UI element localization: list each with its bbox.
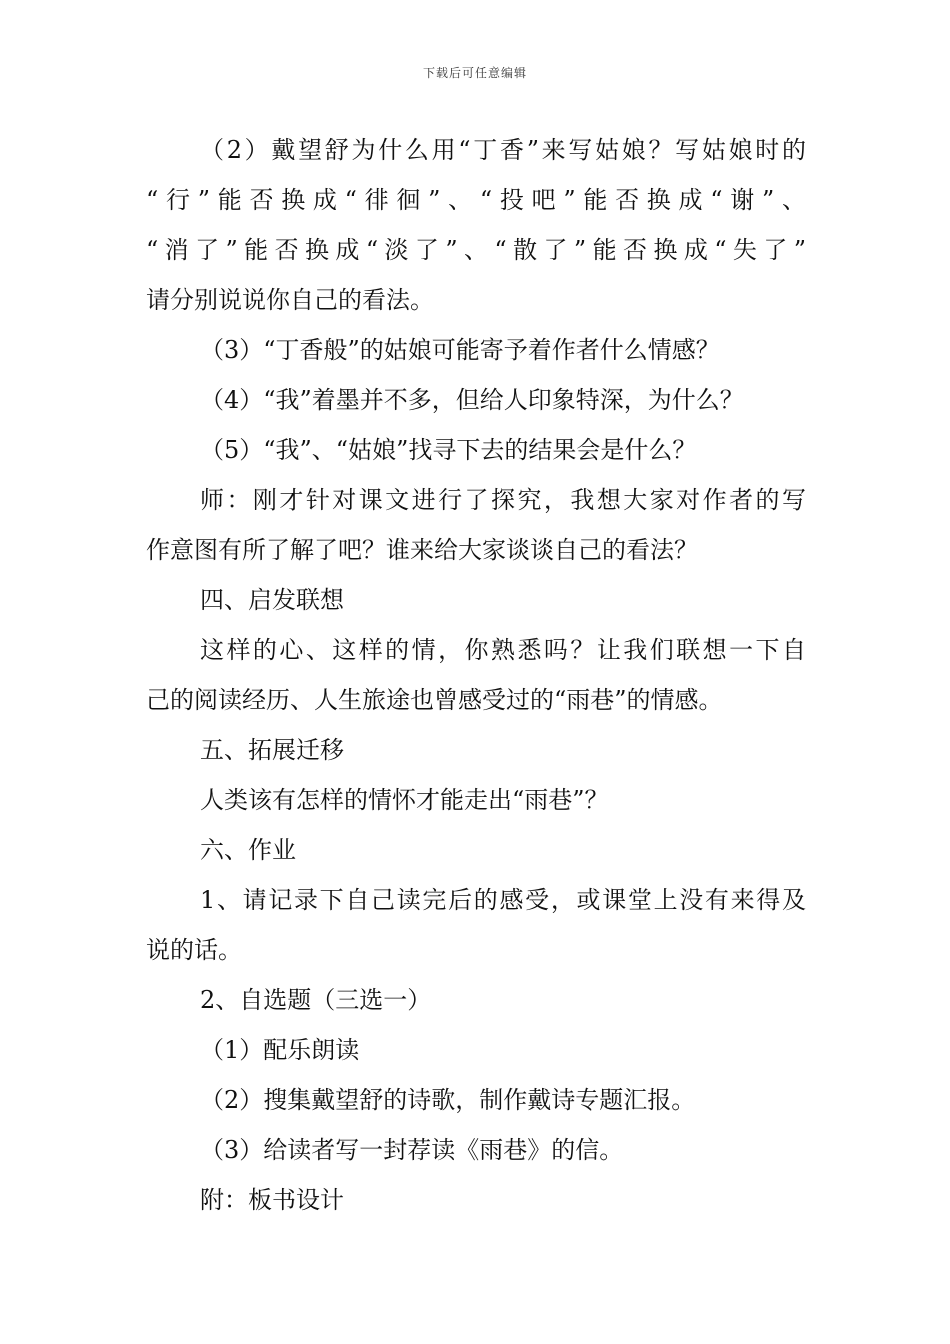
paragraph-line: 1、请记录下自己读完后的感受，或课堂上没有来得及 [200,886,806,914]
paragraph-line: 请分别说说你自己的看法。 [146,286,434,314]
paragraph-line: “消了”能否换成“淡了”、“散了”能否换成“失了” [146,236,806,264]
section-heading: 六、作业 [200,836,296,864]
paragraph-line: 师：刚才针对课文进行了探究，我想大家对作者的写 [200,486,806,514]
paragraph-line: （2）搜集戴望舒的诗歌，制作戴诗专题汇报。 [200,1086,696,1114]
paragraph-line: （4）“我”着墨并不多，但给人印象特深，为什么？ [200,386,744,414]
paragraph-line: 这样的心、这样的情，你熟悉吗？让我们联想一下自 [200,636,806,664]
paragraph-line: （3）“丁香般”的姑娘可能寄予着作者什么情感？ [200,336,720,364]
section-heading: 五、拓展迁移 [200,736,344,764]
paragraph-line: “行”能否换成“徘徊”、“投吧”能否换成“谢”、 [146,186,806,214]
section-heading: 四、启发联想 [200,586,344,614]
paragraph-line: 附：板书设计 [200,1186,344,1214]
paragraph-line: 己的阅读经历、人生旅途也曾感受过的“雨巷”的情感。 [146,686,723,714]
paragraph-line: （5）“我”、“姑娘”找寻下去的结果会是什么？ [200,436,697,464]
page-header-note: 下载后可任意编辑 [422,66,527,80]
paragraph-line: 2、自选题（三选一） [200,986,432,1014]
paragraph-line: 说的话。 [146,936,242,964]
paragraph-line: （3）给读者写一封荐读《雨巷》的信。 [200,1136,624,1164]
paragraph-line: 人类该有怎样的情怀才能走出“雨巷”？ [200,786,609,814]
paragraph-line: 作意图有所了解了吧？谁来给大家谈谈自己的看法？ [146,536,698,564]
paragraph-line: （1）配乐朗读 [200,1036,360,1064]
paragraph-line: （2）戴望舒为什么用“丁香”来写姑娘？写姑娘时的 [200,136,806,164]
